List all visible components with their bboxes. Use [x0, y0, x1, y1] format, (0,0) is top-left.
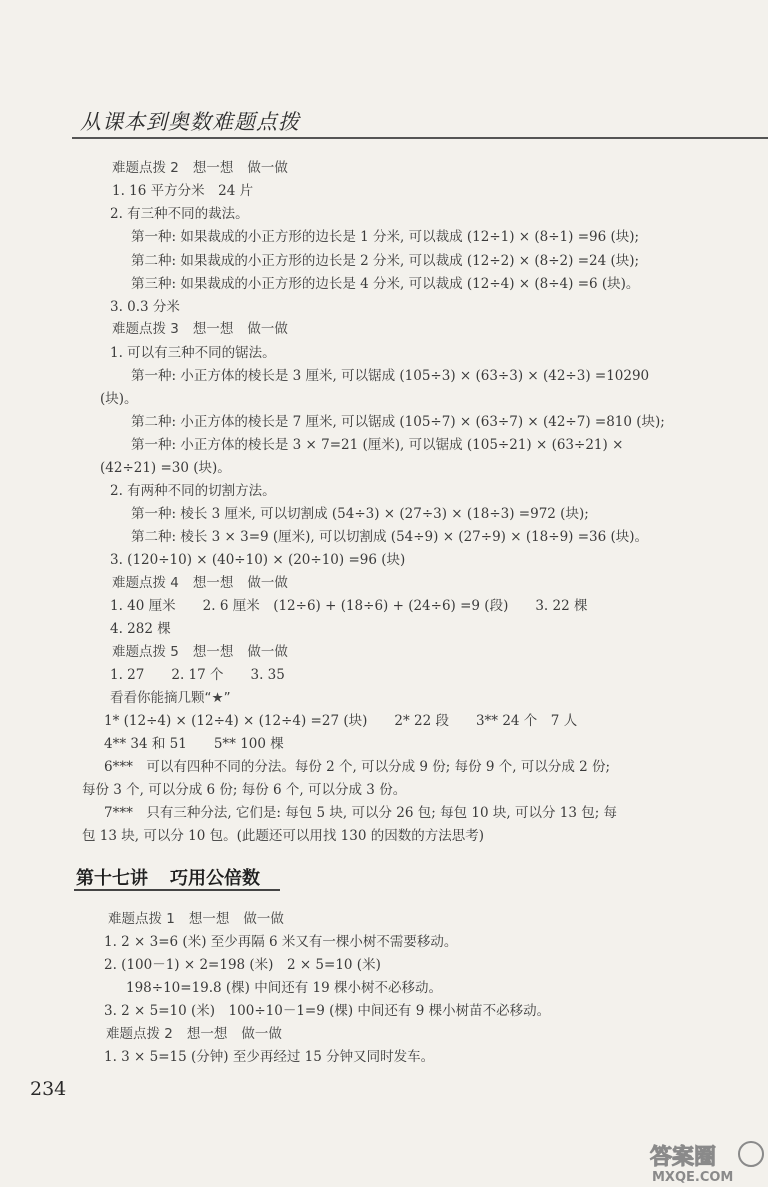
answer-line: 1* (12÷4) × (12÷4) × (12÷4) =27 (块) 2* 22 段 3** 24 个 7 人: [104, 713, 578, 729]
chapter-number: 第十七讲: [76, 868, 148, 889]
answer-line: 2. 有三种不同的裁法。: [110, 206, 249, 222]
answer-line: 包 13 块, 可以分 10 包。(此题还可以用找 130 的因数的方法思考): [82, 828, 484, 844]
answer-line: 3. 0.3 分米: [110, 299, 180, 315]
header-rule: [72, 137, 768, 139]
answer-line: 1. 可以有三种不同的锯法。: [110, 345, 276, 361]
subhead: 难题点拨 2 想一想 做一做: [106, 1026, 282, 1042]
answer-line: 2. 有两种不同的切割方法。: [110, 483, 276, 499]
answer-line: 第二种: 小正方体的棱长是 7 厘米, 可以锯成 (105÷7) × (63÷7) × (42÷7) =810 (块);: [131, 414, 665, 430]
answer-line: 198÷10=19.8 (棵) 中间还有 19 棵小树不必移动。: [126, 980, 443, 996]
subhead: 难题点拨 1 想一想 做一做: [108, 911, 284, 927]
answer-line: 1. 3 × 5=15 (分钟) 至少再经过 15 分钟又同时发车。: [104, 1049, 435, 1065]
answer-line: 第一种: 小正方体的棱长是 3 厘米, 可以锯成 (105÷3) × (63÷3) × (42÷3) =10290: [131, 368, 650, 384]
answer-line: 第二种: 棱长 3 × 3=9 (厘米), 可以切割成 (54÷9) × (27÷9) × (18÷9) =36 (块)。: [131, 529, 649, 545]
running-header: 从课本到奥数难题点拨: [80, 110, 300, 134]
answer-line: 2. (100－1) × 2=198 (米) 2 × 5=10 (米): [104, 957, 381, 973]
chapter-rule: [74, 889, 280, 891]
answer-line: 1. 2 × 3=6 (米) 至少再隔 6 米又有一棵小树不需要移动。: [104, 934, 458, 950]
watermark-bottom-text: MXQE.COM: [652, 1170, 734, 1184]
answer-line: 第三种: 如果裁成的小正方形的边长是 4 分米, 可以裁成 (12÷4) × (8÷4) =6 (块)。: [131, 276, 640, 292]
subhead: 难题点拨 5 想一想 做一做: [112, 644, 288, 660]
answer-line: 第二种: 如果裁成的小正方形的边长是 2 分米, 可以裁成 (12÷2) × (8÷2) =24 (块);: [131, 253, 640, 269]
answer-line: 1. 16 平方分米 24 片: [112, 183, 254, 199]
watermark-top-text: 答案圈: [650, 1145, 717, 1170]
watermark-logo: [648, 1138, 766, 1184]
answer-line: 第一种: 小正方体的棱长是 3 × 7=21 (厘米), 可以锯成 (105÷21) × (63÷21) ×: [131, 437, 624, 453]
chapter-title: 巧用公倍数: [170, 868, 260, 889]
answer-line: 6*** 可以有四种不同的分法。每份 2 个, 可以分成 9 份; 每份 9 个, 可以分成 2 份;: [104, 759, 611, 775]
answer-line: 1. 27 2. 17 个 3. 35: [110, 667, 285, 683]
answer-line: 3. (120÷10) × (40÷10) × (20÷10) =96 (块): [110, 552, 406, 568]
answer-line: 4** 34 和 51 5** 100 棵: [104, 736, 284, 752]
answer-line: 第一种: 棱长 3 厘米, 可以切割成 (54÷3) × (27÷3) × (18÷3) =972 (块);: [131, 506, 589, 522]
chapter-heading: [76, 864, 260, 890]
answer-line: 3. 2 × 5=10 (米) 100÷10－1=9 (棵) 中间还有 9 棵小树苗不必移动。: [104, 1003, 551, 1019]
page-number: 234: [30, 1078, 67, 1100]
subhead: 难题点拨 3 想一想 做一做: [112, 321, 288, 337]
answer-line: 7*** 只有三种分法, 它们是: 每包 5 块, 可以分 26 包; 每包 10 块, 可以分 13 包; 每: [104, 805, 618, 821]
subhead: 难题点拨 4 想一想 做一做: [112, 575, 288, 591]
answer-line: 每份 3 个, 可以分成 6 份; 每份 6 个, 可以分成 3 份。: [82, 782, 407, 798]
answer-line: 第一种: 如果裁成的小正方形的边长是 1 分米, 可以裁成 (12÷1) × (8÷1) =96 (块);: [131, 229, 640, 245]
answer-line: 1. 40 厘米 2. 6 厘米 (12÷6) + (18÷6) + (24÷6) =9 (段) 3. 22 棵: [110, 598, 588, 614]
star-section-heading: 看看你能摘几颗“★”: [110, 690, 231, 706]
answer-line: (块)。: [100, 391, 138, 407]
answer-line: 4. 282 棵: [110, 621, 171, 637]
answer-line: (42÷21) =30 (块)。: [100, 460, 231, 476]
subhead: 难题点拨 2 想一想 做一做: [112, 160, 288, 176]
